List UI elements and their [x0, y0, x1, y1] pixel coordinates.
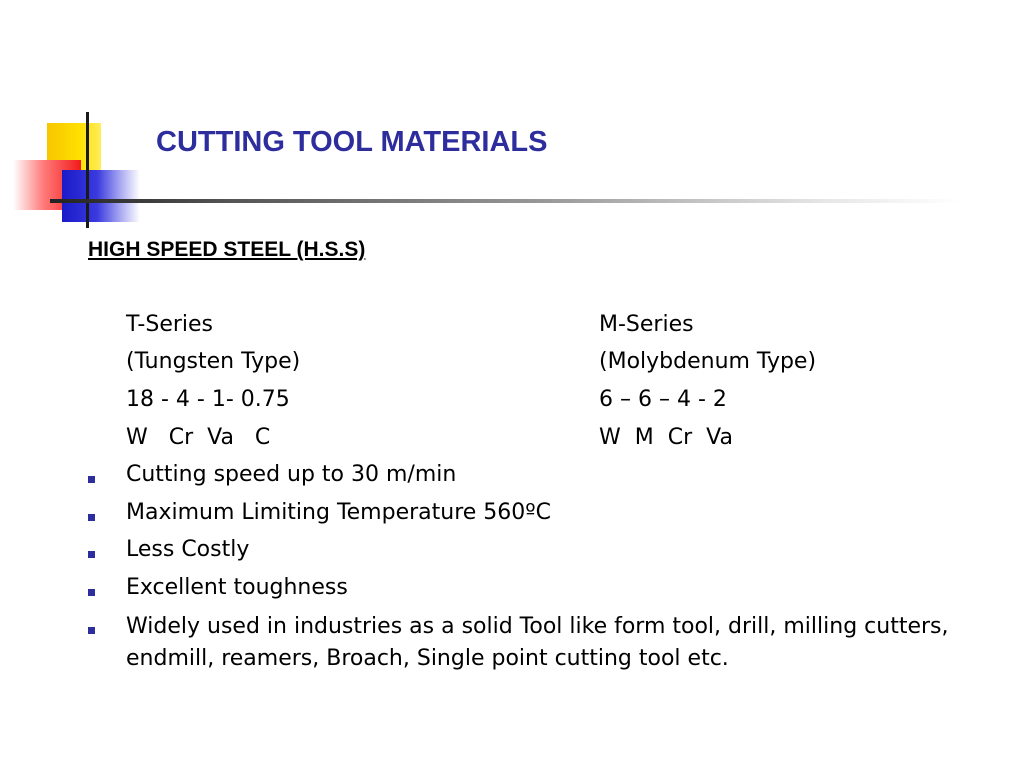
title-underline-divider — [50, 199, 960, 203]
bullet-item: Widely used in industries as a solid Tool like form tool, drill, milling cutters, endmill, reamers, Broach, Single point cutting tool etc. — [126, 614, 949, 671]
bullet-item: Less Costly — [126, 537, 250, 562]
bullet-item: Maximum Limiting Temperature 560ºC — [126, 500, 552, 525]
decorative-vertical-line — [86, 112, 89, 228]
t-series-ratio: 18 - 4 - 1- 0.75 — [126, 387, 290, 412]
bullet-marker — [88, 589, 95, 596]
decorative-blue-square — [62, 170, 140, 222]
t-series-name: T-Series — [126, 312, 214, 337]
m-series-name: M-Series — [599, 312, 694, 337]
section-heading: HIGH SPEED STEEL (H.S.S) — [88, 238, 366, 261]
slide-title: CUTTING TOOL MATERIALS — [156, 126, 548, 158]
t-series-elements: W Cr Va C — [126, 425, 271, 450]
t-series-type: (Tungsten Type) — [126, 349, 301, 374]
m-series-ratio: 6 – 6 – 4 - 2 — [599, 387, 727, 412]
bullet-marker — [88, 476, 95, 483]
m-series-elements: W M Cr Va — [599, 425, 733, 450]
bullet-marker — [88, 627, 95, 634]
bullet-item: Excellent toughness — [126, 575, 348, 600]
m-series-type: (Molybdenum Type) — [599, 349, 817, 374]
bullet-marker — [88, 514, 95, 521]
bullet-marker — [88, 551, 95, 558]
bullet-item: Cutting speed up to 30 m/min — [126, 462, 457, 487]
